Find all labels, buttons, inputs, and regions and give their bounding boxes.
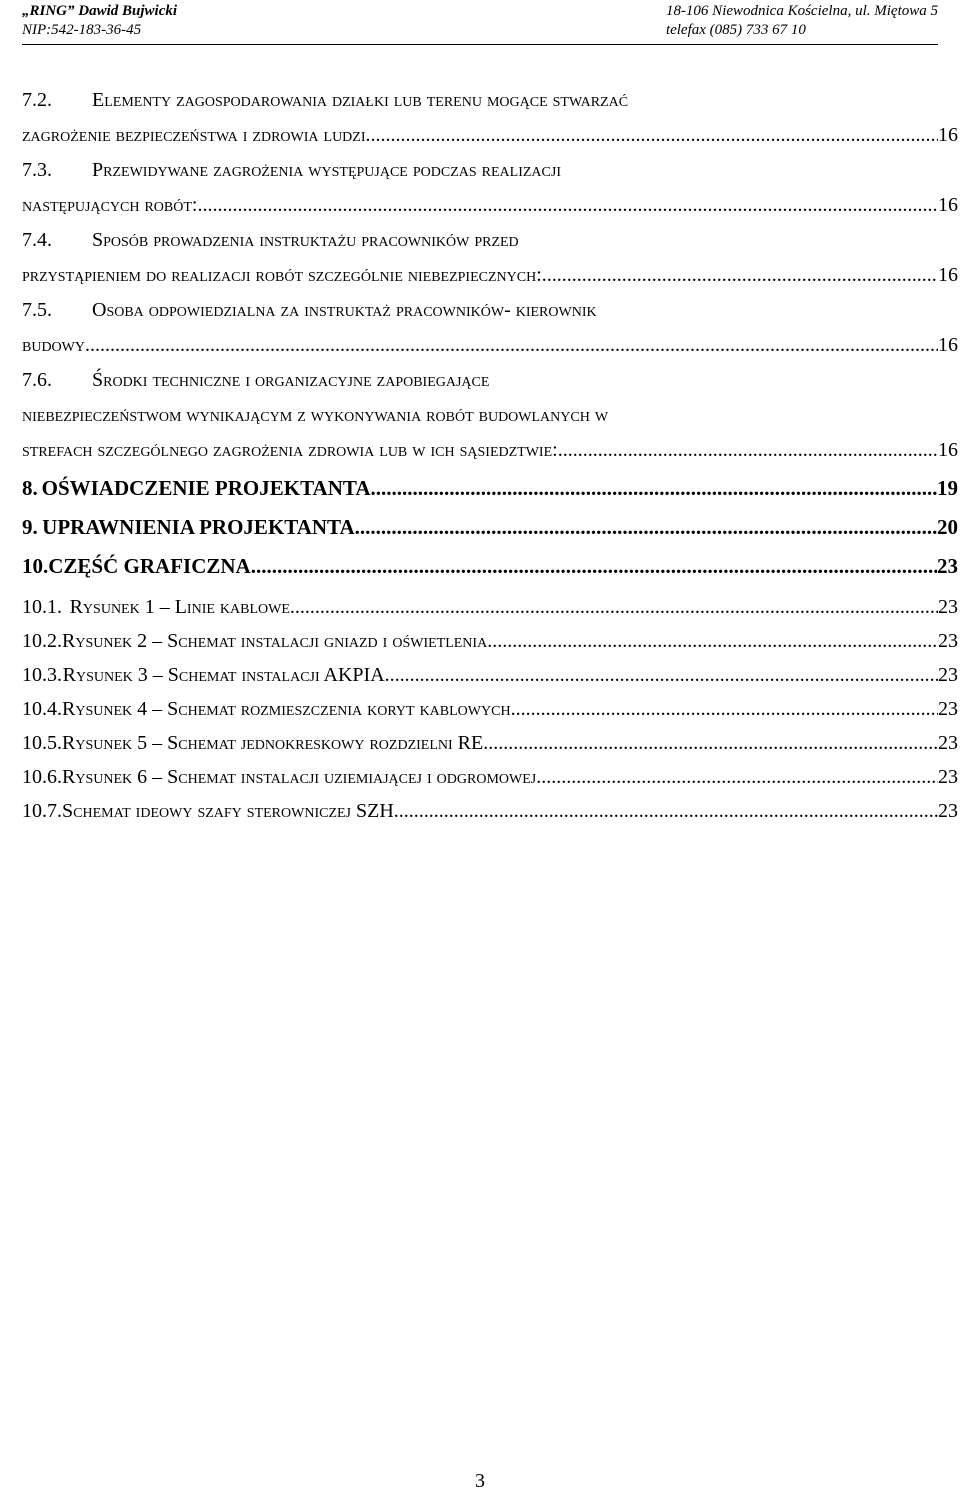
toc-entry-leader xyxy=(22,432,958,467)
dot-leader xyxy=(366,117,939,153)
dot-leader xyxy=(487,624,938,658)
company-nip: NIP:542-183-36-45 xyxy=(22,22,142,38)
toc-entry-leader xyxy=(22,117,958,152)
dot-leader xyxy=(394,794,938,828)
toc-drawing-10-3[interactable] xyxy=(22,658,958,692)
toc-drawing-number: 10.7. xyxy=(22,800,62,822)
toc-chapter-page: 23 xyxy=(937,554,958,578)
phone-line: telefax (085) 733 67 10 xyxy=(665,22,806,38)
company-name: „RING” Dawid Bujwicki xyxy=(22,3,178,19)
dot-leader xyxy=(355,507,937,547)
toc-entry-title-line: Sposób prowadzenia instruktażu pracowników przed xyxy=(92,229,519,251)
toc-chapter-page: 19 xyxy=(937,476,958,500)
toc-drawing-title: Schemat ideowy szafy sterowniczej SZH xyxy=(62,800,394,822)
toc-entry-title-line: Elementy zagospodarowania działki lub terenu mogące stwarzać xyxy=(92,89,629,111)
toc-drawing-page: 23 xyxy=(938,698,958,720)
toc-entry-number: 7.5. xyxy=(22,299,52,321)
toc-chapter-10[interactable] xyxy=(22,546,958,584)
toc-entry-number: 7.6. xyxy=(22,369,52,391)
toc-chapter-8[interactable] xyxy=(22,468,958,506)
address-line: 18-106 Niewodnica Kościelna, ul. Miętowa 5 xyxy=(665,3,938,19)
page-header xyxy=(22,0,938,45)
toc-entry-title-line: zagrożenie bezpieczeństwa i zdrowia ludzi xyxy=(22,124,366,146)
company-address xyxy=(666,2,938,40)
toc-chapter-title: CZĘŚĆ GRAFICZNA xyxy=(48,554,251,578)
toc-chapter-number: 10. xyxy=(22,554,49,578)
dot-leader xyxy=(542,257,938,293)
toc-entry-title-line: strefach szczególnego zagrożenia zdrowia lub w ich sąsiedztwie: xyxy=(22,439,558,461)
toc-entry-leader xyxy=(22,257,958,292)
toc-entry-title-line: budowy xyxy=(22,334,85,356)
toc-drawing-number: 10.2. xyxy=(22,630,62,652)
toc-entry-title-line: Przewidywane zagrożenia występujące podczas realizacji xyxy=(92,159,561,181)
toc-chapter-9[interactable] xyxy=(22,507,958,545)
toc-drawing-title: Rysunek 2 – Schemat instalacji gniazd i oświetlenia xyxy=(62,630,488,652)
toc-chapter-title: UPRAWNIENIA PROJEKTANTA xyxy=(42,515,355,539)
toc-chapter-page: 20 xyxy=(937,515,958,539)
toc-entry-title-line: przystąpieniem do realizacji robót szczególnie niebezpiecznych: xyxy=(22,264,542,286)
dot-leader xyxy=(536,760,938,794)
toc-drawing-title: Rysunek 4 – Schemat rozmieszczenia koryt kablowych xyxy=(62,698,511,720)
toc-drawing-page: 23 xyxy=(938,664,958,686)
toc-drawing-10-6[interactable] xyxy=(22,760,958,794)
toc-entry-title-line: niebezpieczeństwom wynikającym z wykonywania robót budowlanych w xyxy=(22,404,609,426)
dot-leader xyxy=(85,327,938,363)
toc-drawing-title: Rysunek 3 – Schemat instalacji AKPIA xyxy=(62,664,385,686)
toc-drawing-number: 10.1. xyxy=(22,596,62,618)
toc-drawing-page: 23 xyxy=(938,800,958,822)
toc-drawing-10-4[interactable] xyxy=(22,692,958,726)
toc-drawing-number: 10.5. xyxy=(22,732,62,754)
toc-entry-page: 16 xyxy=(938,124,958,146)
dot-leader xyxy=(385,658,938,692)
toc-entry-7-2[interactable] xyxy=(22,82,958,152)
toc-drawing-10-1[interactable] xyxy=(22,590,958,624)
toc-chapter-number: 8. xyxy=(22,476,38,500)
toc-drawing-page: 23 xyxy=(938,630,958,652)
dot-leader xyxy=(483,726,938,760)
toc-chapter-title: OŚWIADCZENIE PROJEKTANTA xyxy=(41,476,371,500)
toc-drawing-page: 23 xyxy=(938,596,958,618)
toc-drawing-page: 23 xyxy=(938,766,958,788)
toc-drawing-number: 10.4. xyxy=(22,698,62,720)
toc-drawing-number: 10.3. xyxy=(22,664,62,686)
toc-drawing-page: 23 xyxy=(938,732,958,754)
dot-leader xyxy=(290,590,938,624)
toc-chapter-number: 9. xyxy=(22,515,38,539)
toc-drawing-10-2[interactable] xyxy=(22,624,958,658)
toc-entry-7-4[interactable] xyxy=(22,222,958,292)
dot-leader xyxy=(251,546,937,586)
toc-entry-leader xyxy=(22,187,958,222)
toc-drawing-title: Rysunek 5 – Schemat jednokreskowy rozdzielni RE xyxy=(62,732,484,754)
page-number: 3 xyxy=(475,1470,485,1492)
toc-entry-number: 7.3. xyxy=(22,159,52,181)
toc-entry-page: 16 xyxy=(938,439,958,461)
table-of-contents xyxy=(22,82,958,828)
toc-entry-page: 16 xyxy=(938,334,958,356)
toc-drawing-10-5[interactable] xyxy=(22,726,958,760)
toc-drawing-title: Rysunek 6 – Schemat instalacji uziemiającej i odgromowej xyxy=(62,766,537,788)
toc-entry-number: 7.4. xyxy=(22,229,52,251)
toc-entry-title-line: Osoba odpowiedzialna za instruktaż pracowników- kierownik xyxy=(92,299,597,321)
toc-entry-page: 16 xyxy=(938,194,958,216)
dot-leader xyxy=(370,468,937,508)
toc-drawing-10-7[interactable] xyxy=(22,794,958,828)
toc-drawing-number: 10.6. xyxy=(22,766,62,788)
dot-leader xyxy=(558,432,938,468)
toc-entry-page: 16 xyxy=(938,264,958,286)
toc-entry-number: 7.2. xyxy=(22,89,52,111)
company-info xyxy=(22,2,177,40)
toc-entry-leader xyxy=(22,327,958,362)
toc-entry-title-line: następujących robót: xyxy=(22,194,198,216)
toc-entry-7-6[interactable] xyxy=(22,362,958,467)
toc-entry-7-5[interactable] xyxy=(22,292,958,362)
dot-leader xyxy=(511,692,938,726)
toc-drawing-title: Rysunek 1 – Linie kablowe xyxy=(69,596,290,618)
dot-leader xyxy=(197,187,938,223)
toc-entry-title-line: Środki techniczne i organizacyjne zapobiegające xyxy=(92,369,490,391)
toc-entry-7-3[interactable] xyxy=(22,152,958,222)
